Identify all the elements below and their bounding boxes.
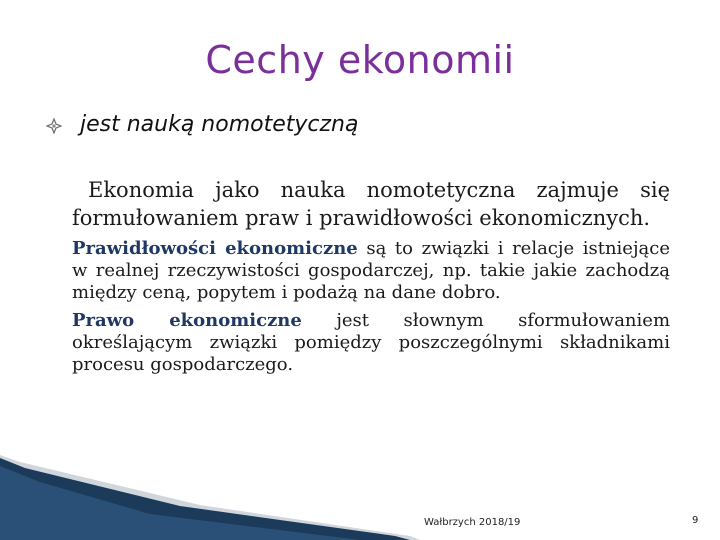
bullet-text: jest nauką nomotetyczną xyxy=(80,112,359,137)
paragraph-1 xyxy=(72,176,670,232)
paragraph-3 xyxy=(72,310,670,376)
footer-text: Wałbrzych 2018/19 xyxy=(424,517,521,528)
paragraph-2 xyxy=(72,238,670,304)
term-prawo: Prawo ekonomiczne xyxy=(72,310,302,331)
slide-body xyxy=(72,176,670,376)
decorative-swoosh xyxy=(0,450,420,540)
slide-title: Cechy ekonomii xyxy=(205,38,515,82)
page-number: 9 xyxy=(692,515,699,526)
term-prawidlowosci: Prawidłowości ekonomiczne xyxy=(72,238,358,259)
paragraph-2-text: są to związki i relacje istniejące w realnej rzeczywistości gospodarczej, np. takie jakie zachodzą między ceną, popytem i podażą na dane dobro. xyxy=(72,238,671,303)
paragraph-3-text: jest słownym sformułowaniem określającym związki pomiędzy poszczególnymi składnikami procesu gospodarczego. xyxy=(72,310,671,375)
diamond-bullet-icon xyxy=(46,118,62,134)
paragraph-1-text: Ekonomia jako nauka nomotetyczna zajmuje się formułowaniem praw i prawidłowości ekonomicznych. xyxy=(72,178,670,230)
